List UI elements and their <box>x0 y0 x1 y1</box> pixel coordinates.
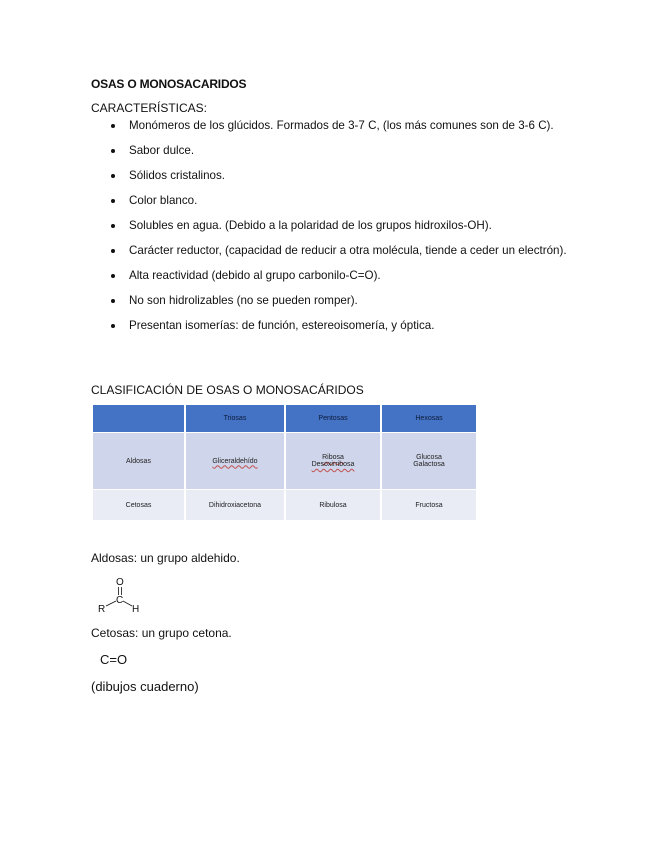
list-item: Monómeros de los glúcidos. Formados de 3-7 C, (los más comunes son de 3-6 C). <box>91 118 571 134</box>
table-header-cell: Triosas <box>186 405 284 432</box>
page-title: OSAS O MONOSACARIDOS <box>91 77 247 91</box>
list-item: Solubles en agua. (Debido a la polaridad de los grupos hidroxilos-OH). <box>91 218 571 234</box>
list-item: Color blanco. <box>91 193 571 209</box>
list-item: Sabor dulce. <box>91 143 571 159</box>
aldosas-description: Aldosas: un grupo aldehido. <box>91 551 240 565</box>
aldehyde-structure-diagram <box>96 575 146 615</box>
ketone-formula: C=O <box>100 652 128 667</box>
oxygen-label: O <box>116 577 124 588</box>
table-cell <box>286 433 380 489</box>
bond-line-h <box>123 601 132 606</box>
cetosas-description: Cetosas: un grupo cetona. <box>91 626 232 640</box>
characteristics-list <box>91 118 571 343</box>
table-row <box>93 433 476 489</box>
list-item: Carácter reductor, (capacidad de reducir a otra molécula, tiende a ceder un electrón). <box>91 243 571 259</box>
classification-heading: CLASIFICACIÓN DE OSAS O MONOSACÁRIDOS <box>91 383 364 397</box>
table-cell: Dihidroxiacetona <box>186 490 284 520</box>
carbon-label: C <box>116 595 124 606</box>
hydrogen-label: H <box>132 604 140 615</box>
table-row <box>93 490 476 520</box>
table-cell: Cetosas <box>93 490 184 520</box>
list-item: No son hidrolizables (no se pueden romper). <box>91 293 571 309</box>
bond-line-r <box>106 601 116 606</box>
r-group-label: R <box>98 604 106 615</box>
table-cell: Fructosa <box>382 490 476 520</box>
table-header-cell: Pentosas <box>286 405 380 432</box>
table-header-cell <box>93 405 184 432</box>
table-cell: Ribulosa <box>286 490 380 520</box>
list-item: Presentan isomerías: de función, estereoisomería, y óptica. <box>91 318 571 334</box>
list-item: Sólidos cristalinos. <box>91 168 571 184</box>
table-cell-text: Glucosa Galactosa <box>413 454 445 468</box>
list-item: Alta reactividad (debido al grupo carbonilo-C=O). <box>91 268 571 284</box>
table-cell-text: Ribosa Desoxirribosa <box>311 454 355 468</box>
table-header-cell: Hexosas <box>382 405 476 432</box>
characteristics-heading: CARACTERÍSTICAS: <box>91 101 208 115</box>
table-cell <box>186 433 284 489</box>
table-cell-text: Gliceraldehído <box>212 457 258 465</box>
table-cell: Aldosas <box>93 433 184 489</box>
drawings-note: (dibujos cuaderno) <box>91 679 199 694</box>
classification-table <box>91 404 478 521</box>
table-cell <box>382 433 476 489</box>
table-header-row <box>93 405 476 432</box>
